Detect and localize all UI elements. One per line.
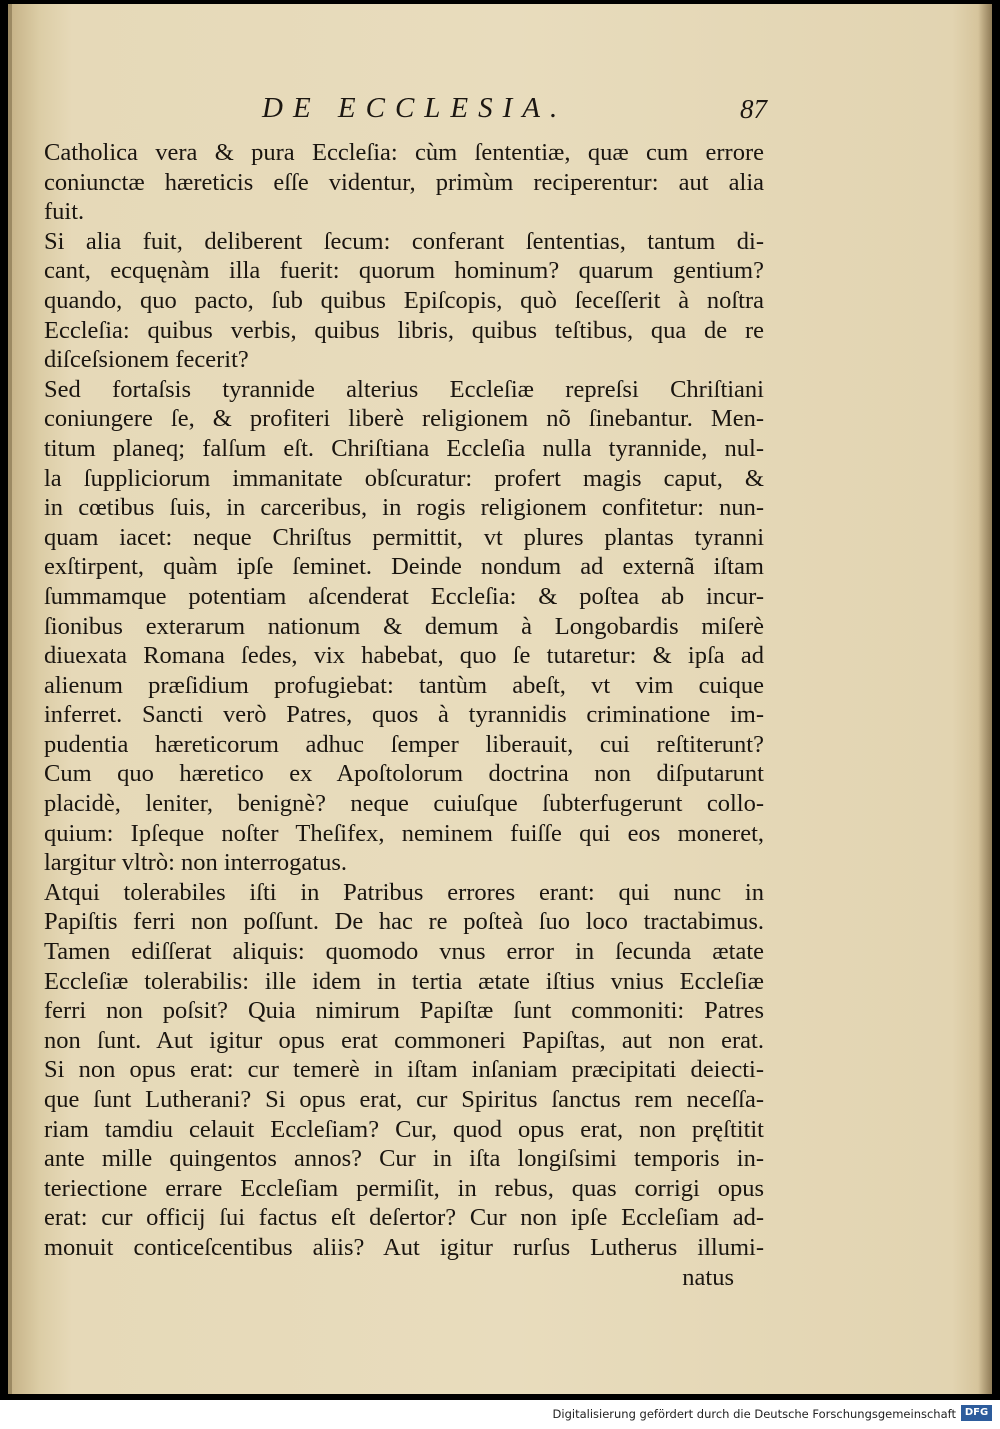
body-text <box>44 138 764 1292</box>
text-line: titum planeq; falſum eſt. Chriſtiana Eccleſia nulla tyrannide, nul- <box>44 434 764 462</box>
text-line: cant, ecquęnàm illa fuerit: quorum hominum? quarum gentium? <box>44 257 764 285</box>
text-line: Papiſtis ferri non poſſunt. De hac re poſteà ſuo loco tractabimus. <box>44 908 764 936</box>
footer-bar <box>0 1400 1000 1429</box>
text-line: quium: Ipſeque noſter Theſifex, neminem fuiſſe qui eos moneret, <box>44 819 764 847</box>
text-line: Cum quo hæretico ex Apoſtolorum doctrina non diſputarunt <box>44 760 764 788</box>
text-line: erat: cur officij ſui factus eſt deſertor? Cur non ipſe Eccleſiam ad- <box>44 1204 764 1232</box>
text-line: Sed fortaſsis tyrannide alterius Eccleſiæ repreſsi Chriſtiani <box>44 375 764 403</box>
text-line: la ſuppliciorum immanitate obſcuratur: profert magis caput, & <box>44 464 764 492</box>
text-line: ſummamque potentiam aſcenderat Eccleſia: & poſtea ab incur- <box>44 582 764 610</box>
text-line: coniunctæ hæreticis eſſe videntur, primùm reciperentur: aut alia <box>44 168 764 196</box>
text-line: diuexata Romana ſedes, vix habebat, quo ſe tutaretur: & ipſa ad <box>44 642 764 670</box>
text-line: ferri non poſsit? Quia nimirum Papiſtæ ſunt commoniti: Patres <box>44 997 764 1025</box>
text-line: largitur vltrò: non interrogatus. <box>44 849 348 877</box>
text-line: pudentia hæreticorum adhuc ſemper liberauit, cui reſtiterunt? <box>44 730 764 758</box>
text-line: quando, quo pacto, ſub quibus Epiſcopis, quò ſeceſſerit à noſtra <box>44 286 764 314</box>
text-line: exſtirpent, quàm ipſe ſeminet. Deinde nondum ad externã iſtam <box>44 553 764 581</box>
text-line: Si non opus erat: cur temerè in iſtam inſaniam præcipitati deiecti- <box>44 1056 764 1084</box>
running-head: DE ECCLESIA. <box>262 92 568 124</box>
text-line: ſionibus exterarum nationum & demum à Longobardis miſerè <box>44 612 764 640</box>
text-line: riam tamdiu celauit Eccleſiam? Cur, quod opus erat, non pręſtitit <box>44 1115 764 1143</box>
text-line: Catholica vera & pura Eccleſia: cùm ſententiæ, quæ cum errore <box>44 139 764 166</box>
text-line: teriectione errare Eccleſiam permiſit, in rebus, quas corrigi opus <box>44 1174 764 1202</box>
text-line: Atqui tolerabiles iſti in Patribus errores erant: qui nunc in <box>44 878 764 906</box>
text-line: in cœtibus ſuis, in carceribus, in rogis religionem confitetur: nun- <box>44 494 764 522</box>
text-line: fuit. <box>44 198 85 226</box>
text-line: coniungere ſe, & profiteri liberè religionem nõ ſinebantur. Men- <box>44 405 764 433</box>
page-number: 87 <box>740 94 767 124</box>
text-line: monuit conticeſcentibus aliis? Aut igitur rurſus Lutherus illumi- <box>44 1233 764 1261</box>
text-line: que ſunt Lutherani? Si opus erat, cur Spiritus ſanctus rem neceſſa- <box>44 1086 764 1113</box>
text-line: ante mille quingentos annos? Cur in iſta longiſsimi temporis in- <box>44 1145 764 1173</box>
text-line: diſceſsionem fecerit? <box>44 346 249 374</box>
book-page <box>8 4 992 1394</box>
text-line: inferret. Sancti verò Patres, quos à tyrannidis criminatione im- <box>44 701 764 729</box>
funding-credit: Digitalisierung gefördert durch die Deutsche Forschungsgemeinschaft <box>552 1407 956 1421</box>
text-line: natus <box>682 1263 734 1291</box>
text-line: Si alia fuit, deliberent ſecum: conferant ſententias, tantum di- <box>44 227 764 255</box>
text-line: quam iacet: neque Chriſtus permittit, vt plures plantas tyranni <box>44 523 764 551</box>
text-line: alienum præſidium profugiebat: tantùm abeſt, vt vim cuique <box>44 671 764 699</box>
text-line: non ſunt. Aut igitur opus erat commoneri Papiſtas, aut non erat. <box>44 1026 764 1054</box>
dfg-logo-icon: DFG <box>961 1405 992 1421</box>
text-line: Eccleſiæ tolerabilis: ille idem in tertia ætate iſtius vnius Eccleſiæ <box>44 967 764 995</box>
text-line: Tamen ediſſerat aliquis: quomodo vnus error in ſecunda ætate <box>44 938 764 966</box>
text-line: placidè, leniter, benignè? neque cuiuſque ſubterfugerunt collo- <box>44 790 764 818</box>
text-line: Eccleſia: quibus verbis, quibus libris, quibus teſtibus, qua de re <box>44 316 764 344</box>
